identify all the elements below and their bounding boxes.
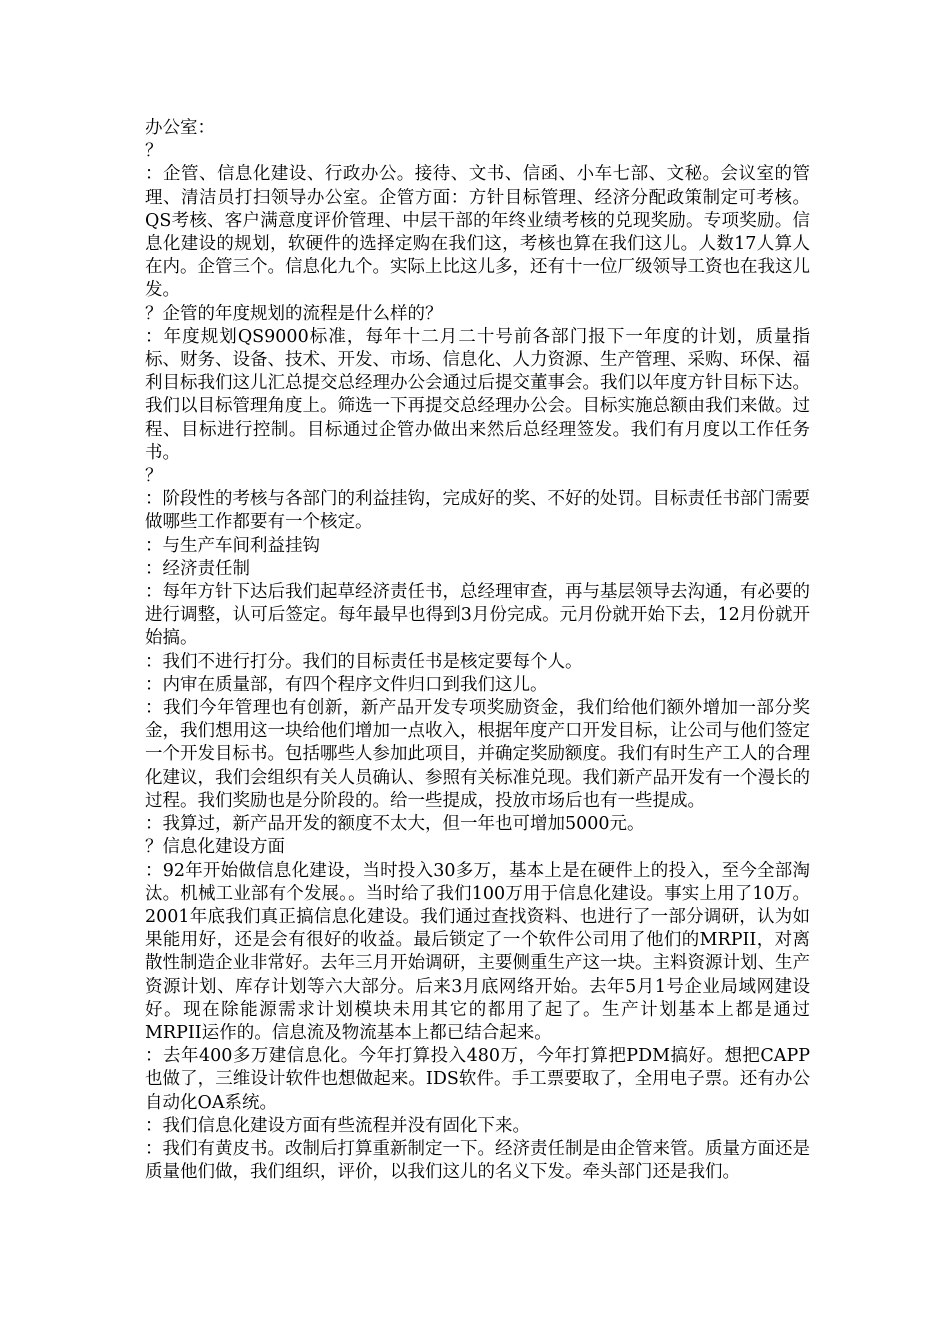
question-paragraph: ？企管的年度规划的流程是什么样的？ (145, 303, 443, 324)
answer-paragraph: ：92年开始做信息化建设，当时投入30多万，基本上是在硬件上的投入，至今全部淘汰。机械工业部有个发展。。当时给了我们100万用于信息化建设。事实上用了10万。2001年底我们真正搞信息化建设。我们通过查找资料、也进行了一部分调研，认为如果能用好，还是会有很好的收益。最后锁定了一个软件公司用了他们的MRPII，对离散性制造企业非常好。去年三月开始调研，主要侧重生产这一块。主料资源计划、生产资源计划、库存计划等六大部分。后来3月底网络开始。去年5月1号企业局域网建设好。现在除能源需求计划模块未用其它的都用了起了。生产计划基本上都是通过MRPII运作的。信息流及物流基本上都已结合起来。 (145, 860, 810, 1043)
answer-paragraph: ：我算过，新产品开发的额度不太大，但一年也可增加5000元。 (145, 814, 645, 835)
document-body (145, 117, 810, 1184)
answer-paragraph: ：阶段性的考核与各部门的利益挂钩，完成好的奖、不好的处罚。目标责任书部门需要做哪些工作都要有一个核定。 (145, 489, 810, 533)
heading-office: 办公室： (145, 118, 215, 138)
question-mark: ？ (145, 466, 163, 487)
answer-paragraph: ：去年400多万建信息化。今年打算投入480万，今年打算把PDM搞好。想把CAPP也做了，三维设计软件也想做起来。IDS软件。手工票要取了，全用电子票。还有办公自动化OA系统。 (145, 1046, 810, 1113)
question-paragraph: ？信息化建设方面 (145, 837, 285, 858)
answer-paragraph: ：与生产车间利益挂钩 (145, 535, 320, 556)
answer-paragraph: ：每年方针下达后我们起草经济责任书，总经理审查，再与基层领导去沟通，有必要的进行调整，认可后签定。每年最早也得到3月份完成。元月份就开始下去，12月份就开始搞。 (145, 582, 810, 649)
answer-paragraph: ：经济责任制 (145, 558, 250, 579)
answer-paragraph: ：我们有黄皮书。改制后打算重新制定一下。经济责任制是由企管来管。质量方面还是质量他们做，我们组织，评价，以我们这儿的名义下发。牵头部门还是我们。 (145, 1138, 810, 1183)
answer-paragraph: ：企管、信息化建设、行政办公。接待、文书、信函、小车七部、文秘。会议室的管理、清洁员打扫领导办公室。企管方面：方针目标管理、经济分配政策制定可考核。QS考核、客户满意度评价管理、中层干部的年终业绩考核的兑现奖励。专项奖励。信息化建设的规划，软硬件的选择定购在我们这，考核也算在我们这儿。人数17人算人在内。企管三个。信息化九个。实际上比这儿多，还有十一位厂级领导工资也在我这儿发。 (145, 164, 810, 301)
answer-paragraph: ：我们信息化建设方面有些流程并没有固化下来。 (145, 1115, 530, 1136)
question-mark: ？ (145, 141, 163, 162)
answer-paragraph: ：内审在质量部，有四个程序文件归口到我们这儿。 (145, 674, 548, 695)
answer-paragraph: ：年度规划QS9000标准，每年十二月二十号前各部门报下一年度的计划，质量指标、财务、设备、技术、开发、市场、信息化、人力资源、生产管理、采购、环保、福利目标我们这儿汇总提交总经理办公会通过后提交董事会。我们以年度方针目标下达。我们以目标管理角度上。筛选一下再提交总经理办公会。目标实施总额由我们来做。过程、目标进行控制。目标通过企管办做出来然后总经理签发。我们有月度以工作任务书。 (145, 326, 810, 463)
answer-paragraph: ：我们不进行打分。我们的目标责任书是核定要每个人。 (145, 651, 583, 672)
answer-paragraph: ：我们今年管理也有创新，新产品开发专项奖励资金，我们给他们额外增加一部分奖金，我们想用这一块给他们增加一点收入，根据年度产口开发目标，让公司与他们签定一个开发目标书。包括哪些人参加此项目，并确定奖励额度。我们有时生产工人的合理化建议，我们会组织有关人员确认、参照有关标准兑现。我们新产品开发有一个漫长的过程。我们奖励也是分阶段的。给一些提成，投放市场后也有一些提成。 (145, 698, 810, 811)
